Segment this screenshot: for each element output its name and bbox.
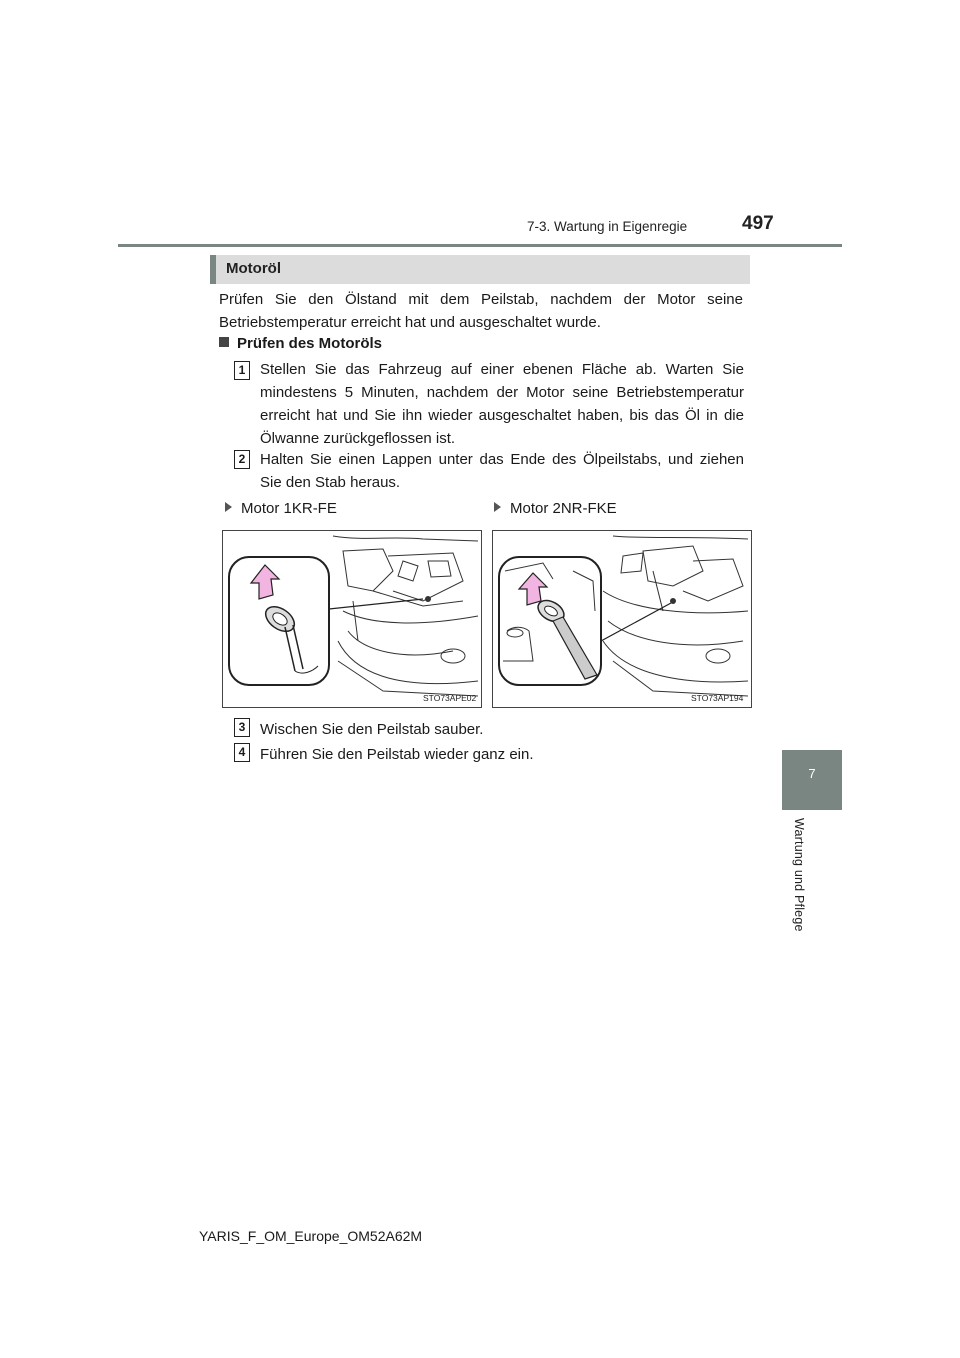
subheading-text: Prüfen des Motoröls	[237, 335, 383, 352]
figure-code-1: STO73APE02	[423, 693, 477, 703]
step-text-2: Halten Sie einen Lappen unter das Ende des Ölpeilstabs, und ziehen Sie den Stab heraus.	[260, 451, 744, 491]
subheading	[219, 335, 382, 352]
step-text-1: Stellen Sie das Fahrzeug auf einer ebenen Fläche ab. Warten Sie mindestens 5 Minuten, nachdem der Motor seine Betriebstemperatur erreicht hat und Sie ihn wieder ausgeschaltet haben, bis das Öl in die Ölwanne zurückgeflossen ist.	[260, 361, 744, 447]
triangle-bullet-icon	[225, 502, 232, 512]
step-number-4: 4	[234, 743, 250, 762]
section-title-bar	[210, 255, 750, 284]
section-title: Motoröl	[226, 260, 281, 277]
figure-engine-1kr-fe	[222, 530, 482, 708]
header-rule	[118, 244, 842, 247]
step-number-3: 3	[234, 718, 250, 737]
triangle-bullet-icon	[494, 502, 501, 512]
footer-document-id: YARIS_F_OM_Europe_OM52A62M	[199, 1228, 423, 1244]
step-text-4: Führen Sie den Peilstab wieder ganz ein.	[260, 746, 534, 763]
step-text-3: Wischen Sie den Peilstab sauber.	[260, 721, 484, 738]
figure-label-2: Motor 2NR-FKE	[494, 500, 617, 517]
engine-illustration-2	[493, 531, 751, 707]
chapter-number: 7	[808, 766, 816, 781]
page-number: 497	[742, 213, 774, 234]
figure-code-2: STO73AP194	[691, 693, 744, 703]
running-header: 7-3. Wartung in Eigenregie	[527, 219, 688, 234]
figure-label-1: Motor 1KR-FE	[225, 500, 337, 517]
square-bullet-icon	[219, 337, 229, 347]
chapter-title: Wartung und Pflege	[792, 818, 806, 932]
figure-engine-2nr-fke	[492, 530, 752, 708]
step-number-2: 2	[234, 450, 250, 469]
step-number-1: 1	[234, 361, 250, 380]
engine-illustration-1	[223, 531, 481, 707]
section-marker	[210, 255, 216, 284]
intro-paragraph: Prüfen Sie den Ölstand mit dem Peilstab, nachdem der Motor seine Betriebstemperatur erreicht hat und ausgeschaltet wurde.	[219, 291, 743, 331]
